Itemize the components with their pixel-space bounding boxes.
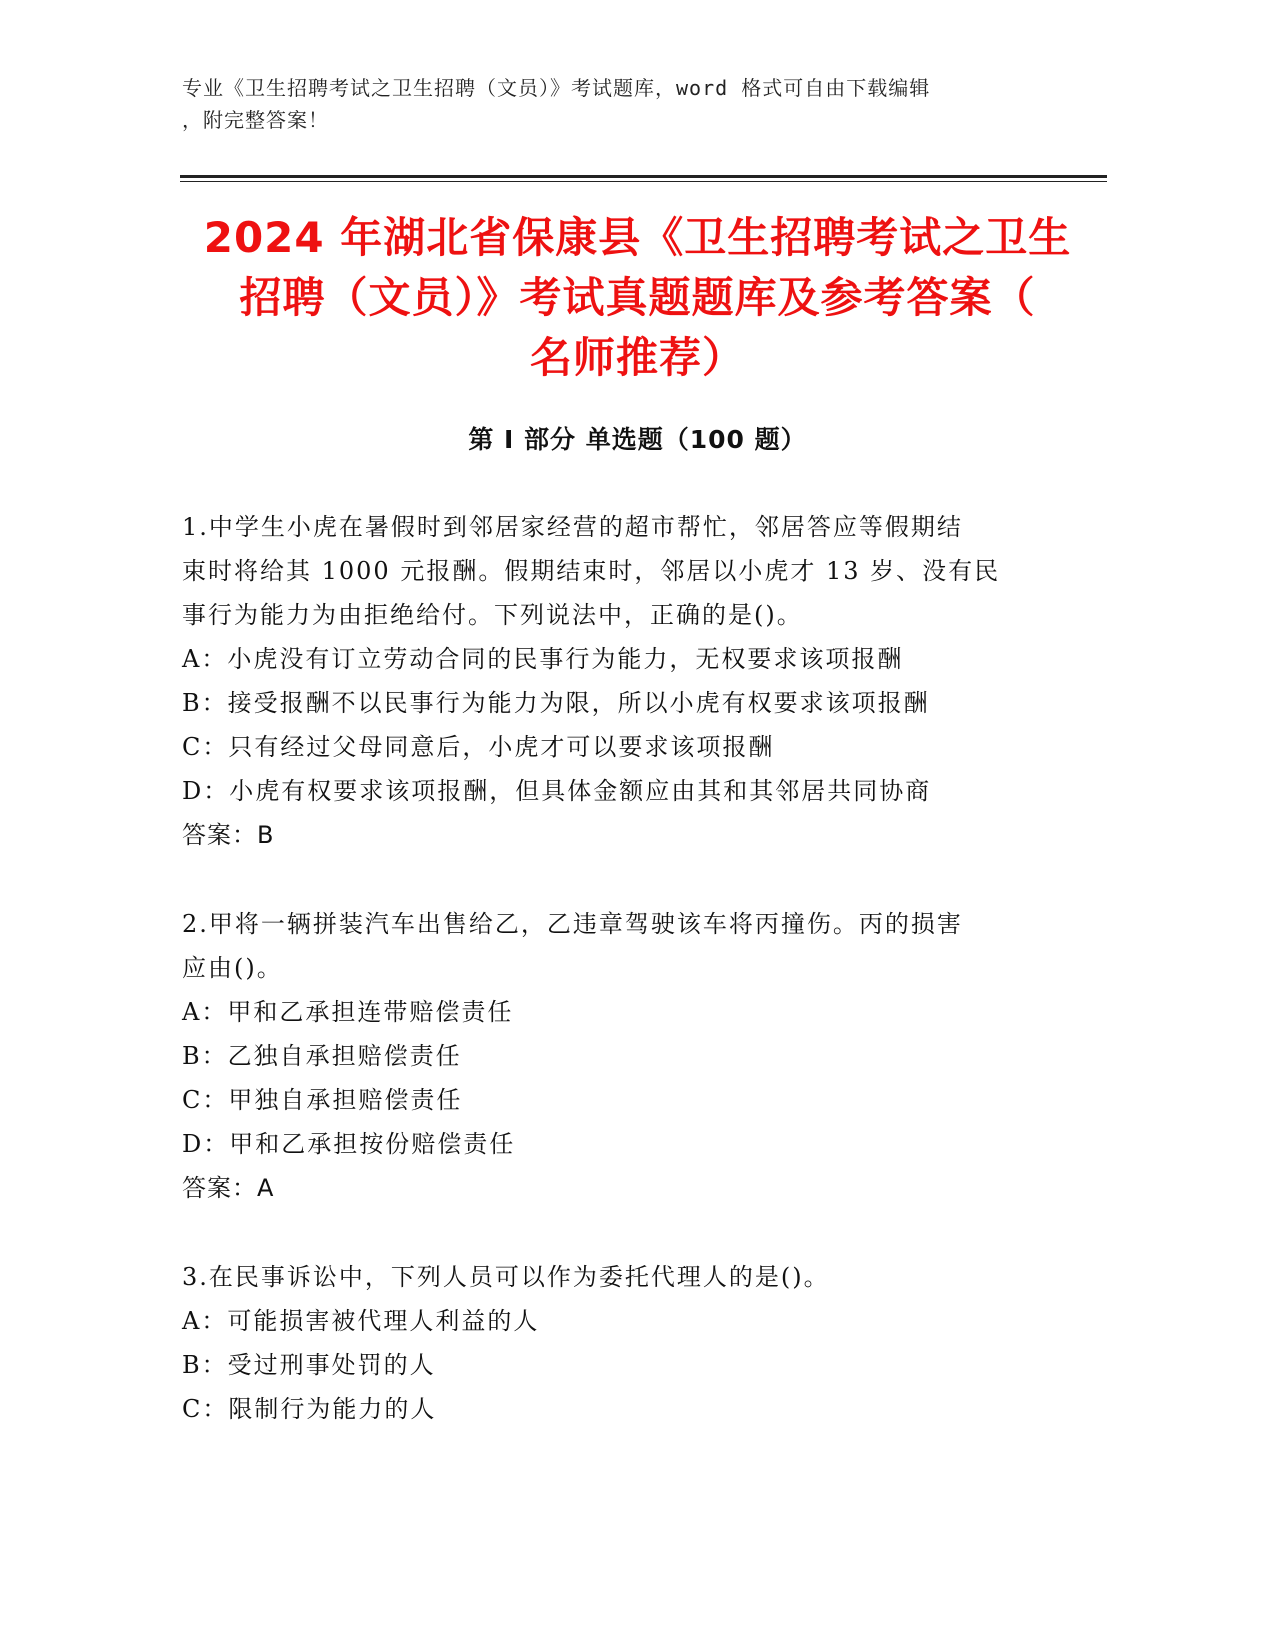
document-title [150,208,1125,388]
header-note-line: ，附完整答案！ [182,108,329,132]
question-text: 事行为能力为由拒绝给付。下列说法中，正确的是()。 [182,601,803,629]
option-a: A：可能损害被代理人利益的人 [182,1307,540,1335]
option-a: A：甲和乙承担连带赔偿责任 [182,998,514,1026]
option-a: A：小虎没有订立劳动合同的民事行为能力，无权要求该项报酬 [182,645,904,673]
title-line: 招聘（文员）》考试真题题库及参考答案（ [239,273,1036,322]
option-c: C：甲独自承担赔偿责任 [182,1086,463,1114]
option-d: D：小虎有权要求该项报酬，但具体金额应由其和其邻居共同协商 [182,777,932,805]
question-text: 1.中学生小虎在暑假时到邻居家经营的超市帮忙，邻居答应等假期结 [182,513,963,541]
question-2 [182,902,1082,1210]
answer: 答案：A [182,1174,275,1202]
header-note-line: 专业《卫生招聘考试之卫生招聘（文员）》考试题库，word 格式可自由下载编辑 [182,76,931,100]
section-title: 第 I 部分 单选题（100 题） [468,425,807,454]
option-b: B：受过刑事处罚的人 [182,1351,436,1379]
header-divider-thin [180,181,1107,182]
header-note [182,72,1062,136]
question-list [182,505,1082,1476]
answer: 答案：B [182,821,275,849]
option-b: B：乙独自承担赔偿责任 [182,1042,462,1070]
option-b: B：接受报酬不以民事行为能力为限，所以小虎有权要求该项报酬 [182,689,930,717]
question-text: 束时将给其 1000 元报酬。假期结束时，邻居以小虎才 13 岁、没有民 [182,557,1001,585]
option-c: C：限制行为能力的人 [182,1395,437,1423]
question-text: 应由()。 [182,954,283,982]
option-c: C：只有经过父母同意后，小虎才可以要求该项报酬 [182,733,775,761]
title-line: 名师推荐） [529,333,745,382]
option-d: D：甲和乙承担按份赔偿责任 [182,1130,516,1158]
header-divider [180,175,1107,178]
question-text: 3.在民事诉讼中，下列人员可以作为委托代理人的是()。 [182,1263,830,1291]
question-3 [182,1255,1082,1431]
title-line: 2024 年湖北省保康县《卫生招聘考试之卫生 [203,213,1072,262]
question-1 [182,505,1082,857]
question-text: 2.甲将一辆拼装汽车出售给乙，乙违章驾驶该车将丙撞伤。丙的损害 [182,910,963,938]
